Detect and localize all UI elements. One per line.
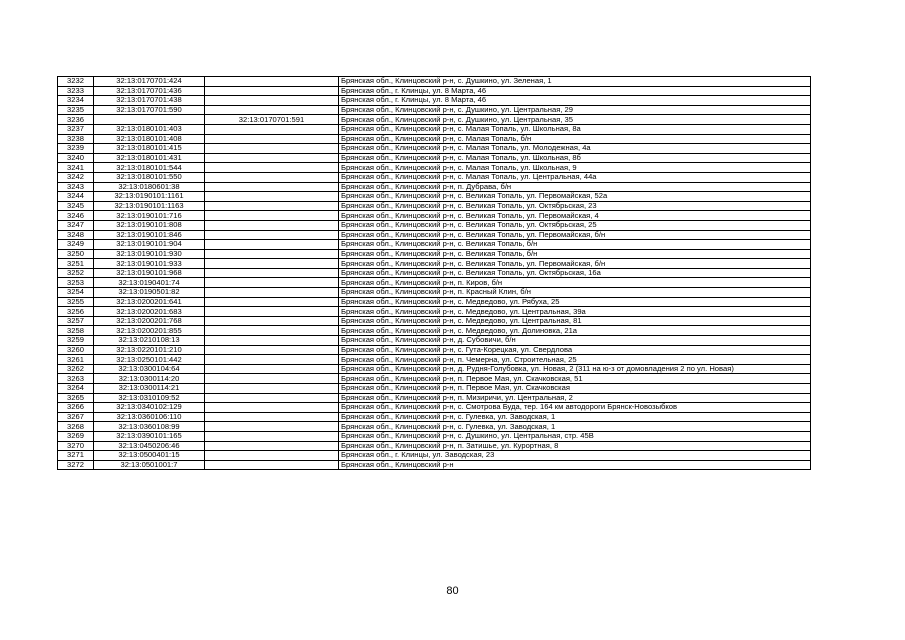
cadastral-number-cell: 32:13:0180101:544 (94, 163, 205, 173)
row-number-cell: 3239 (58, 144, 94, 154)
cadastral-number-cell: 32:13:0180101:403 (94, 124, 205, 134)
table-row (58, 211, 811, 221)
row-number-cell: 3232 (58, 77, 94, 87)
row-number-cell: 3261 (58, 355, 94, 365)
cadastral-number-alt-cell (205, 316, 339, 326)
table-row (58, 240, 811, 250)
table-row (58, 172, 811, 182)
cadastral-number-cell: 32:13:0190101:1161 (94, 192, 205, 202)
table-row (58, 259, 811, 269)
table-row (58, 316, 811, 326)
cadastral-number-alt-cell (205, 96, 339, 106)
cadastral-number-alt-cell (205, 412, 339, 422)
row-number-cell: 3263 (58, 374, 94, 384)
row-number-cell: 3269 (58, 431, 94, 441)
address-cell: Брянская обл., Клинцовский р-н, д. Рудня-Голубовка, ул. Новая, 2 (311 на ю-з от домовладения 2 по ул. Новая) (339, 364, 811, 374)
row-number-cell: 3260 (58, 345, 94, 355)
cadastral-number-cell: 32:13:0190101:968 (94, 268, 205, 278)
cadastral-number-alt-cell (205, 268, 339, 278)
table-row (58, 124, 811, 134)
address-cell: Брянская обл., Клинцовский р-н, с. Малая Топаль, б/н (339, 134, 811, 144)
cadastral-number-cell: 32:13:0190101:904 (94, 240, 205, 250)
address-cell: Брянская обл., Клинцовский р-н, п. Дубрава, б/н (339, 182, 811, 192)
table-row (58, 182, 811, 192)
row-number-cell: 3245 (58, 201, 94, 211)
table-row (58, 230, 811, 240)
cadastral-number-cell: 32:13:0360108:99 (94, 422, 205, 432)
address-cell: Брянская обл., Клинцовский р-н, с. Великая Топаль, ул. Первомайская, 4 (339, 211, 811, 221)
cadastral-number-cell: 32:13:0300114:21 (94, 384, 205, 394)
cadastral-number-alt-cell (205, 393, 339, 403)
cadastral-number-alt-cell (205, 441, 339, 451)
cadastral-number-alt-cell (205, 211, 339, 221)
table-row (58, 307, 811, 317)
cadastral-number-cell: 32:13:0360106:110 (94, 412, 205, 422)
row-number-cell: 3240 (58, 153, 94, 163)
cadastral-number-alt-cell (205, 172, 339, 182)
address-cell: Брянская обл., Клинцовский р-н, с. Душкино, ул. Центральная, стр. 45В (339, 431, 811, 441)
cadastral-number-alt-cell (205, 336, 339, 346)
table-row (58, 278, 811, 288)
cadastral-number-cell: 32:13:0250101:442 (94, 355, 205, 365)
cadastral-number-alt-cell (205, 144, 339, 154)
table-row (58, 422, 811, 432)
table-row (58, 268, 811, 278)
table-row (58, 364, 811, 374)
table-row (58, 345, 811, 355)
cadastral-number-cell: 32:13:0210108:13 (94, 336, 205, 346)
cadastral-number-cell: 32:13:0170701:590 (94, 105, 205, 115)
row-number-cell: 3256 (58, 307, 94, 317)
address-cell: Брянская обл., Клинцовский р-н, с. Смотрова Буда, тер. 164 км автодороги Брянск-Новозыбков (339, 403, 811, 413)
cadastral-number-alt-cell (205, 431, 339, 441)
address-cell: Брянская обл., Клинцовский р-н, с. Великая Топаль, б/н (339, 240, 811, 250)
cadastral-number-alt-cell (205, 460, 339, 470)
row-number-cell: 3236 (58, 115, 94, 125)
row-number-cell: 3255 (58, 297, 94, 307)
table-row (58, 86, 811, 96)
address-cell: Брянская обл., Клинцовский р-н, с. Гулевка, ул. Заводская, 1 (339, 422, 811, 432)
row-number-cell: 3264 (58, 384, 94, 394)
address-cell: Брянская обл., Клинцовский р-н, п. Красный Клин, б/н (339, 288, 811, 298)
table-row (58, 441, 811, 451)
registry-table (57, 76, 811, 470)
row-number-cell: 3235 (58, 105, 94, 115)
table-row (58, 374, 811, 384)
row-number-cell: 3243 (58, 182, 94, 192)
address-cell: Брянская обл., Клинцовский р-н, с. Медведово, ул. Центральная, 39а (339, 307, 811, 317)
row-number-cell: 3246 (58, 211, 94, 221)
cadastral-number-cell: 32:13:0190101:808 (94, 220, 205, 230)
cadastral-number-alt-cell (205, 355, 339, 365)
cadastral-number-alt-cell (205, 374, 339, 384)
cadastral-number-alt-cell (205, 278, 339, 288)
cadastral-number-alt-cell (205, 345, 339, 355)
address-cell: Брянская обл., Клинцовский р-н, с. Медведово, ул. Рябуха, 25 (339, 297, 811, 307)
table-row (58, 403, 811, 413)
address-cell: Брянская обл., Клинцовский р-н, с. Великая Топаль, ул. Первомайская, б/н (339, 259, 811, 269)
cadastral-number-alt-cell (205, 297, 339, 307)
cadastral-number-cell: 32:13:0170701:436 (94, 86, 205, 96)
row-number-cell: 3238 (58, 134, 94, 144)
cadastral-number-alt-cell (205, 201, 339, 211)
cadastral-number-alt-cell (205, 182, 339, 192)
address-cell: Брянская обл., Клинцовский р-н, д. Субовичи, б/н (339, 336, 811, 346)
address-cell: Брянская обл., Клинцовский р-н, п. Мизиричи, ул. Центральная, 2 (339, 393, 811, 403)
cadastral-number-cell: 32:13:0340102:129 (94, 403, 205, 413)
address-cell: Брянская обл., Клинцовский р-н, п. Чемерна, ул. Строительная, 25 (339, 355, 811, 365)
cadastral-number-cell: 32:13:0190101:933 (94, 259, 205, 269)
address-cell: Брянская обл., Клинцовский р-н, с. Душкино, ул. Зеленая, 1 (339, 77, 811, 87)
address-cell: Брянская обл., Клинцовский р-н, с. Малая Топаль, ул. Школьная, 9 (339, 163, 811, 173)
cadastral-number-cell: 32:13:0180101:550 (94, 172, 205, 182)
cadastral-number-alt-cell (205, 249, 339, 259)
table-row (58, 220, 811, 230)
row-number-cell: 3241 (58, 163, 94, 173)
row-number-cell: 3272 (58, 460, 94, 470)
cadastral-number-alt-cell (205, 134, 339, 144)
table-row (58, 105, 811, 115)
address-cell: Брянская обл., Клинцовский р-н, с. Малая Топаль, ул. Школьная, 8б (339, 153, 811, 163)
row-number-cell: 3237 (58, 124, 94, 134)
cadastral-number-alt-cell (205, 288, 339, 298)
table-row (58, 192, 811, 202)
row-number-cell: 3271 (58, 451, 94, 461)
address-cell: Брянская обл., Клинцовский р-н, с. Великая Топаль, ул. Октябрьская, 23 (339, 201, 811, 211)
table-row (58, 96, 811, 106)
row-number-cell: 3253 (58, 278, 94, 288)
row-number-cell: 3254 (58, 288, 94, 298)
cadastral-number-alt-cell (205, 240, 339, 250)
table-row (58, 297, 811, 307)
row-number-cell: 3262 (58, 364, 94, 374)
address-cell: Брянская обл., Клинцовский р-н, п. Первое Мая, ул. Скачковская (339, 384, 811, 394)
table-row (58, 249, 811, 259)
cadastral-number-alt-cell (205, 307, 339, 317)
cadastral-number-alt-cell (205, 403, 339, 413)
row-number-cell: 3267 (58, 412, 94, 422)
cadastral-number-cell: 32:13:0200201:855 (94, 326, 205, 336)
address-cell: Брянская обл., Клинцовский р-н, с. Гута-Корецкая, ул. Свердлова (339, 345, 811, 355)
registry-table-body (58, 77, 811, 470)
table-row (58, 355, 811, 365)
table-row (58, 384, 811, 394)
row-number-cell: 3247 (58, 220, 94, 230)
row-number-cell: 3259 (58, 336, 94, 346)
row-number-cell: 3244 (58, 192, 94, 202)
cadastral-number-alt-cell (205, 326, 339, 336)
address-cell: Брянская обл., Клинцовский р-н, с. Душкино, ул. Центральная, 29 (339, 105, 811, 115)
address-cell: Брянская обл., Клинцовский р-н, с. Малая Топаль, ул. Молодежная, 4а (339, 144, 811, 154)
cadastral-number-cell: 32:13:0180601:38 (94, 182, 205, 192)
cadastral-number-alt-cell (205, 384, 339, 394)
row-number-cell: 3265 (58, 393, 94, 403)
cadastral-number-cell: 32:13:0450206:46 (94, 441, 205, 451)
cadastral-number-alt-cell (205, 105, 339, 115)
address-cell: Брянская обл., Клинцовский р-н, с. Медведово, ул. Центральная, 81 (339, 316, 811, 326)
cadastral-number-alt-cell (205, 422, 339, 432)
table-row (58, 115, 811, 125)
cadastral-number-alt-cell (205, 153, 339, 163)
row-number-cell: 3258 (58, 326, 94, 336)
cadastral-number-cell: 32:13:0310109:52 (94, 393, 205, 403)
cadastral-number-alt-cell (205, 364, 339, 374)
address-cell: Брянская обл., Клинцовский р-н, с. Малая Топаль, ул. Школьная, 8а (339, 124, 811, 134)
row-number-cell: 3266 (58, 403, 94, 413)
cadastral-number-cell: 32:13:0190101:1163 (94, 201, 205, 211)
cadastral-number-cell: 32:13:0500401:15 (94, 451, 205, 461)
row-number-cell: 3251 (58, 259, 94, 269)
cadastral-number-cell: 32:13:0170701:424 (94, 77, 205, 87)
address-cell: Брянская обл., Клинцовский р-н, с. Малая Топаль, ул. Центральная, 44а (339, 172, 811, 182)
address-cell: Брянская обл., Клинцовский р-н, с. Великая Топаль, ул. Октябрьская, 16а (339, 268, 811, 278)
table-row (58, 153, 811, 163)
row-number-cell: 3234 (58, 96, 94, 106)
cadastral-number-alt-cell (205, 77, 339, 87)
cadastral-number-cell: 32:13:0300104:64 (94, 364, 205, 374)
row-number-cell: 3250 (58, 249, 94, 259)
cadastral-number-alt-cell (205, 124, 339, 134)
cadastral-number-cell: 32:13:0180101:431 (94, 153, 205, 163)
table-row (58, 77, 811, 87)
cadastral-number-cell: 32:13:0220101:210 (94, 345, 205, 355)
cadastral-number-alt-cell (205, 163, 339, 173)
cadastral-number-alt-cell (205, 451, 339, 461)
table-row (58, 431, 811, 441)
cadastral-number-alt-cell: 32:13:0170701:591 (205, 115, 339, 125)
table-row (58, 451, 811, 461)
cadastral-number-cell: 32:13:0190101:846 (94, 230, 205, 240)
address-cell: Брянская обл., Клинцовский р-н, с. Медведово, ул. Долиновка, 21а (339, 326, 811, 336)
row-number-cell: 3242 (58, 172, 94, 182)
table-row (58, 412, 811, 422)
cadastral-number-cell: 32:13:0200201:683 (94, 307, 205, 317)
cadastral-number-cell: 32:13:0200201:641 (94, 297, 205, 307)
address-cell: Брянская обл., Клинцовский р-н, с. Великая Топаль, ул. Октябрьская, 25 (339, 220, 811, 230)
address-cell: Брянская обл., Клинцовский р-н, с. Великая Топаль, ул. Первомайская, 52а (339, 192, 811, 202)
cadastral-number-cell: 32:13:0180101:408 (94, 134, 205, 144)
address-cell: Брянская обл., Клинцовский р-н, п. Затишье, ул. Курортная, 8 (339, 441, 811, 451)
cadastral-number-cell: 32:13:0190101:930 (94, 249, 205, 259)
cadastral-number-cell: 32:13:0170701:438 (94, 96, 205, 106)
cadastral-number-alt-cell (205, 192, 339, 202)
cadastral-number-cell: 32:13:0390101:165 (94, 431, 205, 441)
row-number-cell: 3257 (58, 316, 94, 326)
address-cell: Брянская обл., Клинцовский р-н, с. Душкино, ул. Центральная, 35 (339, 115, 811, 125)
address-cell: Брянская обл., Клинцовский р-н, с. Великая Топаль, б/н (339, 249, 811, 259)
cadastral-number-alt-cell (205, 86, 339, 96)
cadastral-number-alt-cell (205, 220, 339, 230)
table-row (58, 288, 811, 298)
table-row (58, 393, 811, 403)
row-number-cell: 3268 (58, 422, 94, 432)
cadastral-number-alt-cell (205, 259, 339, 269)
cadastral-number-cell: 32:13:0200201:768 (94, 316, 205, 326)
address-cell: Брянская обл., Клинцовский р-н, п. Первое Мая, ул. Скачковская, 51 (339, 374, 811, 384)
table-row (58, 201, 811, 211)
page-number: 80 (446, 585, 459, 597)
address-cell: Брянская обл., г. Клинцы, ул. 8 Марта, 46 (339, 96, 811, 106)
address-cell: Брянская обл., Клинцовский р-н, с. Великая Топаль, ул. Первомайская, б/н (339, 230, 811, 240)
address-cell: Брянская обл., Клинцовский р-н, с. Гулевка, ул. Заводская, 1 (339, 412, 811, 422)
cadastral-number-cell: 32:13:0501001:7 (94, 460, 205, 470)
address-cell: Брянская обл., г. Клинцы, ул. Заводская, 23 (339, 451, 811, 461)
cadastral-number-cell: 32:13:0190501:82 (94, 288, 205, 298)
table-row (58, 460, 811, 470)
address-cell: Брянская обл., г. Клинцы, ул. 8 Марта, 46 (339, 86, 811, 96)
row-number-cell: 3270 (58, 441, 94, 451)
row-number-cell: 3249 (58, 240, 94, 250)
address-cell: Брянская обл., Клинцовский р-н, п. Киров, б/н (339, 278, 811, 288)
address-cell: Брянская обл., Клинцовский р-н (339, 460, 811, 470)
table-row (58, 144, 811, 154)
cadastral-number-alt-cell (205, 230, 339, 240)
cadastral-number-cell: 32:13:0190401:74 (94, 278, 205, 288)
cadastral-number-cell (94, 115, 205, 125)
table-row (58, 326, 811, 336)
cadastral-number-cell: 32:13:0190101:716 (94, 211, 205, 221)
cadastral-number-cell: 32:13:0300114:20 (94, 374, 205, 384)
row-number-cell: 3248 (58, 230, 94, 240)
row-number-cell: 3252 (58, 268, 94, 278)
row-number-cell: 3233 (58, 86, 94, 96)
table-row (58, 336, 811, 346)
cadastral-number-cell: 32:13:0180101:415 (94, 144, 205, 154)
table-row (58, 163, 811, 173)
table-row (58, 134, 811, 144)
